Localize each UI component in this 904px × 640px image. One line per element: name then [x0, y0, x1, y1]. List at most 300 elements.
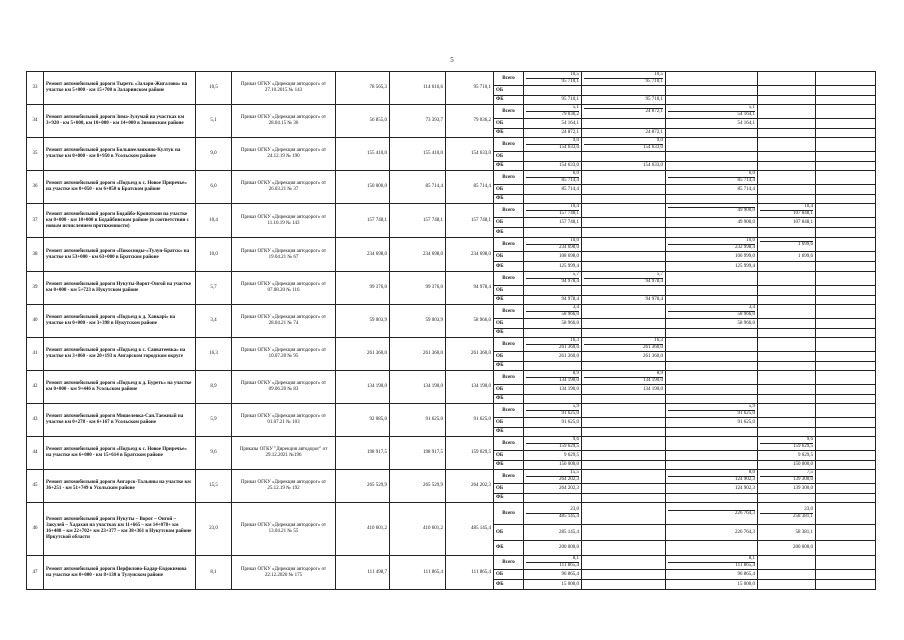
funding-cell: [816, 570, 876, 580]
funding-cell: [816, 262, 876, 272]
road-name: Ремонт автомобильной дороги Бодайбо-Кропоткин на участке км 0+000 - км 10+000 в Бодайбинском районе (в соответствии с новым исчислением протяженности): [44, 204, 196, 238]
funding-cell: [758, 185, 816, 195]
funding-source-label: ОБ: [494, 218, 524, 228]
funding-cell: [524, 428, 582, 437]
funding-cell: [582, 570, 666, 580]
funding-cell: [582, 461, 666, 470]
value-1: 157 748,1: [336, 204, 390, 238]
row-number: 38: [27, 238, 44, 272]
length-value: 10,4: [760, 204, 813, 211]
funding-cell: [666, 195, 758, 204]
funding-source-label: ФБ: [494, 395, 524, 404]
length-value: 9,0: [584, 138, 663, 145]
amount-value: 134 190,0: [559, 378, 579, 383]
amount-value: 1 699,6: [798, 242, 813, 247]
amount-value: 139 300,0: [793, 477, 813, 482]
amount-value: 85 714,4: [561, 178, 579, 183]
length-value: 16,3: [584, 338, 663, 345]
road-name: Ремонт автомобильной дороги «Подъезд к д. Хавкарі» на участке км 0+000 - км 3+398 в Нукутском районе: [44, 305, 196, 338]
value-1: 111 498,7: [336, 556, 390, 590]
length-value: 5,9: [526, 404, 579, 411]
funding-source-label: ФБ: [494, 461, 524, 470]
row-number: 45: [27, 470, 44, 503]
funding-cell: [758, 305, 816, 319]
funding-cell: [816, 129, 876, 138]
value-2: 157 748,1: [390, 204, 446, 238]
funding-cell: [582, 272, 666, 286]
road-name: Ремонт автомобильной дороги Нукуты – Ворот – Онгой – Закулей – Хадахан на участках км 11+665 – км 14+078+ км 16+488 – км 22+702+ км 23+377 – км 38+361 в Нукутском районе Иркутской области: [44, 503, 196, 556]
funding-source-label: ФБ: [494, 494, 524, 503]
amount-value: 261 360,0: [643, 345, 663, 350]
funding-cell: [582, 305, 666, 319]
value-1: 56 855,0: [336, 105, 390, 138]
value-3: 111 865,4: [446, 556, 494, 590]
funding-source-label: ОБ: [494, 152, 524, 162]
funding-cell: [524, 105, 582, 119]
funding-cell: [524, 338, 582, 352]
order-reference: Приказ ОГКУ «Дирекция автодорог» от 19.04.21 № 67: [232, 238, 336, 272]
funding-cell: [816, 86, 876, 96]
amount-value: 154 633,0: [643, 145, 663, 150]
funding-cell: [816, 437, 876, 451]
funding-cell: [524, 556, 582, 570]
length-value: 5,1: [526, 105, 579, 112]
funding-cell: [816, 238, 876, 252]
funding-cell: [758, 418, 816, 428]
funding-cell: [816, 404, 876, 418]
funding-cell: 58 966,0: [666, 319, 758, 329]
table-row: [27, 404, 904, 418]
amount-value: 58 966,0: [561, 312, 579, 317]
funding-cell: [758, 494, 816, 503]
value-3: 134 190,0: [446, 371, 494, 404]
funding-cell: [582, 428, 666, 437]
funding-source-label: ФБ: [494, 96, 524, 105]
funding-cell: [582, 525, 666, 541]
funding-cell: [816, 119, 876, 129]
funding-cell: [758, 352, 816, 362]
funding-cell: [524, 371, 582, 385]
funding-cell: [816, 352, 876, 362]
funding-cell: [816, 228, 876, 238]
funding-cell: [582, 185, 666, 195]
value-2: 59 003,9: [390, 305, 446, 338]
funding-source-label: ФБ: [494, 428, 524, 437]
table-row: [27, 305, 904, 319]
table-row: [27, 72, 904, 86]
funding-cell: [666, 296, 758, 305]
amount-value: 91 625,0: [737, 411, 755, 416]
order-reference: Приказ ОГКУ «Дирекция автодорог» от 24.12.19 № 190: [232, 138, 336, 171]
road-length: 3,4: [196, 305, 232, 338]
funding-cell: [816, 461, 876, 470]
funding-cell: [758, 580, 816, 590]
order-reference: Приказ ОГКУ «Дирекция автодорог» от 28.04.21 № 74: [232, 305, 336, 338]
funding-cell: [758, 195, 816, 204]
amount-value: 95 710,1: [561, 79, 579, 84]
row-number: 36: [27, 171, 44, 204]
funding-cell: 150 000,0: [524, 461, 582, 470]
row-number: 40: [27, 305, 44, 338]
funding-cell: [816, 204, 876, 218]
funding-cell: 24 872,1: [582, 129, 666, 138]
length-value: 16,3: [526, 338, 579, 345]
road-length: 8,9: [196, 371, 232, 404]
value-1: 92 085,0: [336, 404, 390, 437]
value-3: 261 360,0: [446, 338, 494, 371]
funding-cell: 124 902,3: [666, 484, 758, 494]
road-name: Ремонт автомобильной дороги «Подъезд к с. Савватеевка» на участке км 3+860 - км 20+193 в Ангарском городском округе: [44, 338, 196, 371]
funding-cell: [582, 72, 666, 86]
row-number: 43: [27, 404, 44, 437]
value-1: 150 000,0: [336, 171, 390, 204]
length-value: 23,0: [760, 507, 813, 514]
row-number: 34: [27, 105, 44, 138]
funding-cell: [666, 96, 758, 105]
value-3: 485 145,4: [446, 503, 494, 556]
road-length: 9,6: [196, 437, 232, 470]
amount-value: 94 978,4: [561, 279, 579, 284]
value-3: 85 714,4: [446, 171, 494, 204]
funding-cell: [666, 556, 758, 570]
funding-cell: [666, 238, 758, 252]
value-1: 198 917,5: [336, 437, 390, 470]
length-value: 10,4: [526, 204, 579, 211]
funding-cell: [666, 404, 758, 418]
row-number: 41: [27, 338, 44, 371]
length-value: 5,1: [668, 105, 755, 112]
length-value: 10,0: [668, 238, 755, 245]
funding-cell: [758, 371, 816, 385]
funding-cell: [758, 129, 816, 138]
funding-cell: 94 978,4: [582, 296, 666, 305]
funding-cell: 94 978,4: [524, 296, 582, 305]
funding-cell: 125 999,4: [524, 262, 582, 272]
length-value: 8,1: [526, 556, 579, 563]
funding-source-label: Всего: [494, 171, 524, 185]
page-number: 5: [450, 56, 454, 64]
funding-cell: [666, 272, 758, 286]
value-1: 99 376,0: [336, 272, 390, 305]
funding-source-label: ФБ: [494, 541, 524, 556]
order-reference: Приказ ОГКУ «Дирекция автодорог» от 25.12.19 № 192: [232, 470, 336, 503]
funding-cell: [816, 296, 876, 305]
funding-source-label: Всего: [494, 238, 524, 252]
funding-source-label: ФБ: [494, 362, 524, 371]
road-name: Ремонт автомобильной дороги Ангарск-Тальяны на участке км 36+251 - км 51+749 в Усольском районе: [44, 470, 196, 503]
value-1: 410 601,2: [336, 503, 390, 556]
funding-cell: [816, 72, 876, 86]
funding-cell: [582, 286, 666, 296]
value-1: 59 003,9: [336, 305, 390, 338]
funding-cell: [816, 105, 876, 119]
funding-cell: [816, 319, 876, 329]
funding-cell: [524, 404, 582, 418]
funding-cell: 1 699,6: [758, 252, 816, 262]
funding-cell: [816, 470, 876, 484]
funding-source-label: ОБ: [494, 418, 524, 428]
funding-cell: 107 848,1: [758, 218, 816, 228]
funding-cell: [816, 525, 876, 541]
funding-cell: [816, 395, 876, 404]
funding-cell: 150 000,0: [758, 461, 816, 470]
order-reference: Приказ ОГКУ «Дирекция автодорог» от 07.08.20 № 116: [232, 272, 336, 305]
funding-cell: [582, 503, 666, 525]
funding-cell: 15 000,0: [666, 580, 758, 590]
row-number: 35: [27, 138, 44, 171]
funding-source-label: Всего: [494, 72, 524, 86]
funding-cell: [666, 228, 758, 238]
funding-cell: [758, 395, 816, 404]
table-row: [27, 437, 904, 451]
funding-cell: [524, 286, 582, 296]
funding-cell: [524, 138, 582, 152]
funding-cell: [666, 286, 758, 296]
funding-cell: [758, 503, 816, 525]
funding-cell: 157 748,1: [524, 218, 582, 228]
order-reference: Приказы ОГКУ "Дирекция автодорог" от 29.12.2021 №196: [232, 437, 336, 470]
road-length: 10,0: [196, 238, 232, 272]
funding-cell: [816, 541, 876, 556]
road-length: 5,7: [196, 272, 232, 305]
funding-cell: [666, 138, 758, 152]
funding-source-label: ОБ: [494, 185, 524, 195]
amount-value: 107 848,1: [793, 211, 813, 216]
funding-cell: [816, 371, 876, 385]
length-value: 5,7: [526, 272, 579, 279]
funding-cell: [582, 195, 666, 204]
length-value: 3,4: [668, 305, 755, 312]
funding-cell: [582, 362, 666, 371]
funding-cell: [758, 262, 816, 272]
amount-value: 154 633,0: [559, 145, 579, 150]
funding-cell: [816, 580, 876, 590]
funding-cell: [582, 404, 666, 418]
funding-cell: [666, 329, 758, 338]
value-2: 410 601,2: [390, 503, 446, 556]
funding-cell: 139 300,0: [758, 484, 816, 494]
funding-cell: 134 190,0: [582, 385, 666, 395]
funding-cell: [758, 404, 816, 418]
funding-source-label: ФБ: [494, 329, 524, 338]
funding-cell: 58 381,1: [758, 525, 816, 541]
funding-cell: [524, 470, 582, 484]
amount-value: 111 865,4: [735, 563, 755, 568]
funding-cell: [666, 461, 758, 470]
amount-value: 159 629,5: [559, 444, 579, 449]
funding-cell: [816, 218, 876, 228]
funding-cell: [758, 152, 816, 162]
table-row: [27, 238, 904, 252]
funding-cell: 91 625,0: [666, 418, 758, 428]
funding-cell: [816, 171, 876, 185]
funding-cell: 154 633,0: [524, 162, 582, 171]
funding-source-label: Всего: [494, 305, 524, 319]
funding-cell: [666, 171, 758, 185]
value-2: 261 360,0: [390, 338, 446, 371]
funding-cell: [816, 329, 876, 338]
funding-cell: [758, 171, 816, 185]
funding-cell: [582, 252, 666, 262]
amount-value: 134 190,0: [643, 378, 663, 383]
funding-cell: [666, 162, 758, 171]
amount-value: 226 764,3: [735, 511, 755, 516]
funding-cell: [666, 352, 758, 362]
funding-cell: [816, 418, 876, 428]
length-value: 10,5: [584, 72, 663, 79]
road-length: 5,9: [196, 404, 232, 437]
road-name: Ремонт автомобильной дороги «Покосноды-«Тулун-Братск» на участке км 53+000 - км 63+000 в Братском районе: [44, 238, 196, 272]
funding-source-label: Всего: [494, 437, 524, 451]
table-row: [27, 204, 904, 218]
row-number: 39: [27, 272, 44, 305]
value-2: 134 190,0: [390, 371, 446, 404]
funding-cell: [582, 228, 666, 238]
funding-cell: [666, 152, 758, 162]
funding-cell: [758, 228, 816, 238]
funding-cell: [524, 494, 582, 503]
funding-source-label: Всего: [494, 371, 524, 385]
table-row: [27, 503, 904, 525]
amount-value: 79 036,2: [561, 112, 579, 117]
funding-cell: [758, 338, 816, 352]
amount-value: 234 698,0: [559, 245, 579, 250]
value-2: 234 698,0: [390, 238, 446, 272]
funding-cell: [582, 418, 666, 428]
funding-cell: [582, 541, 666, 556]
amount-value: 95 710,1: [645, 79, 663, 84]
funding-cell: 9 629,5: [758, 451, 816, 461]
funding-cell: [582, 556, 666, 570]
funding-cell: [582, 204, 666, 218]
funding-cell: [666, 503, 758, 525]
value-1: 265 529,9: [336, 470, 390, 503]
funding-source-label: Всего: [494, 503, 524, 525]
funding-cell: [666, 72, 758, 86]
funding-cell: [758, 162, 816, 171]
funding-cell: [582, 218, 666, 228]
funding-source-label: Всего: [494, 338, 524, 352]
order-reference: Приказ ОГКУ «Дирекция автодорог» от 27.10.2015 № 143: [232, 72, 336, 105]
road-name: Ремонт автомобильной дороги Перфилово-Бадар-Евдокимова на участке км 0+000 - км 8+130 в Тулунском районе: [44, 556, 196, 590]
funding-source-label: ОБ: [494, 286, 524, 296]
funding-cell: 96 865,4: [666, 570, 758, 580]
value-3: 58 966,0: [446, 305, 494, 338]
funding-source-label: Всего: [494, 204, 524, 218]
funding-cell: [758, 470, 816, 484]
funding-cell: [524, 171, 582, 185]
funding-cell: 96 865,4: [524, 570, 582, 580]
funding-cell: 108 698,0: [524, 252, 582, 262]
value-2: 155 410,0: [390, 138, 446, 171]
funding-cell: 261 360,0: [582, 352, 666, 362]
order-reference: Приказ ОГКУ «Дирекция автодорог» от 13.04.21 № 55: [232, 503, 336, 556]
value-2: 85 714,4: [390, 171, 446, 204]
funding-cell: [666, 494, 758, 503]
road-length: 6,0: [196, 171, 232, 204]
funding-cell: [758, 570, 816, 580]
funding-cell: [816, 252, 876, 262]
table-row: [27, 105, 904, 119]
order-reference: Приказ ОГКУ «Дирекция автодорог» от 22.12.2020 № 175: [232, 556, 336, 590]
length-value: 10,0: [526, 238, 579, 245]
funding-cell: [582, 338, 666, 352]
funding-cell: 49 900,0: [666, 218, 758, 228]
funding-cell: [816, 272, 876, 286]
funding-cell: [524, 195, 582, 204]
table-row: [27, 371, 904, 385]
value-1: 134 190,0: [336, 371, 390, 404]
value-3: 79 036,2: [446, 105, 494, 138]
value-3: 91 625,0: [446, 404, 494, 437]
value-1: 155 410,0: [336, 138, 390, 171]
funding-cell: [758, 385, 816, 395]
funding-cell: 200 000,0: [758, 541, 816, 556]
funding-cell: [816, 152, 876, 162]
table-row: [27, 171, 904, 185]
road-length: 16,3: [196, 338, 232, 371]
funding-cell: [582, 138, 666, 152]
order-reference: Приказ ОГКУ «Дирекция автодорог» от 11.10.19 № 143: [232, 204, 336, 238]
funding-cell: [816, 556, 876, 570]
funding-cell: [666, 395, 758, 404]
funding-source-label: ОБ: [494, 484, 524, 494]
amount-value: 159 629,5: [793, 444, 813, 449]
value-3: 234 698,0: [446, 238, 494, 272]
length-value: 6,0: [526, 171, 579, 178]
funding-cell: 106 999,0: [666, 252, 758, 262]
value-2: 265 529,9: [390, 470, 446, 503]
length-value: 3,4: [526, 305, 579, 312]
funding-cell: [758, 138, 816, 152]
funding-cell: [758, 238, 816, 252]
length-value: 8,9: [526, 371, 579, 378]
amount-value: 91 625,0: [561, 411, 579, 416]
funding-source-label: ОБ: [494, 525, 524, 541]
funding-source-label: ОБ: [494, 86, 524, 96]
value-1: 261 360,0: [336, 338, 390, 371]
funding-cell: [666, 451, 758, 461]
amount-value: 24 872,1: [645, 109, 663, 114]
funding-source-label: ОБ: [494, 451, 524, 461]
funding-cell: 261 360,0: [524, 352, 582, 362]
funding-cell: [816, 451, 876, 461]
funding-cell: 15 000,0: [524, 580, 582, 590]
funding-cell: [816, 428, 876, 437]
funding-source-label: ОБ: [494, 119, 524, 129]
funding-cell: 9 629,5: [524, 451, 582, 461]
funding-cell: [524, 204, 582, 218]
amount-value: 485 145,4: [559, 514, 579, 519]
funding-cell: [816, 305, 876, 319]
funding-cell: 285 145,4: [524, 525, 582, 541]
funding-source-label: Всего: [494, 556, 524, 570]
funding-cell: [758, 329, 816, 338]
funding-cell: [666, 470, 758, 484]
row-number: 42: [27, 371, 44, 404]
value-2: 99 376,0: [390, 272, 446, 305]
road-length: 10,4: [196, 204, 232, 238]
row-number: 33: [27, 72, 44, 105]
funding-source-label: ОБ: [494, 385, 524, 395]
funding-cell: [582, 395, 666, 404]
value-2: 111 865,4: [390, 556, 446, 590]
funding-cell: [758, 272, 816, 286]
funding-cell: [816, 185, 876, 195]
funding-source-label: Всего: [494, 404, 524, 418]
funding-cell: [816, 195, 876, 204]
funding-source-label: ФБ: [494, 262, 524, 272]
